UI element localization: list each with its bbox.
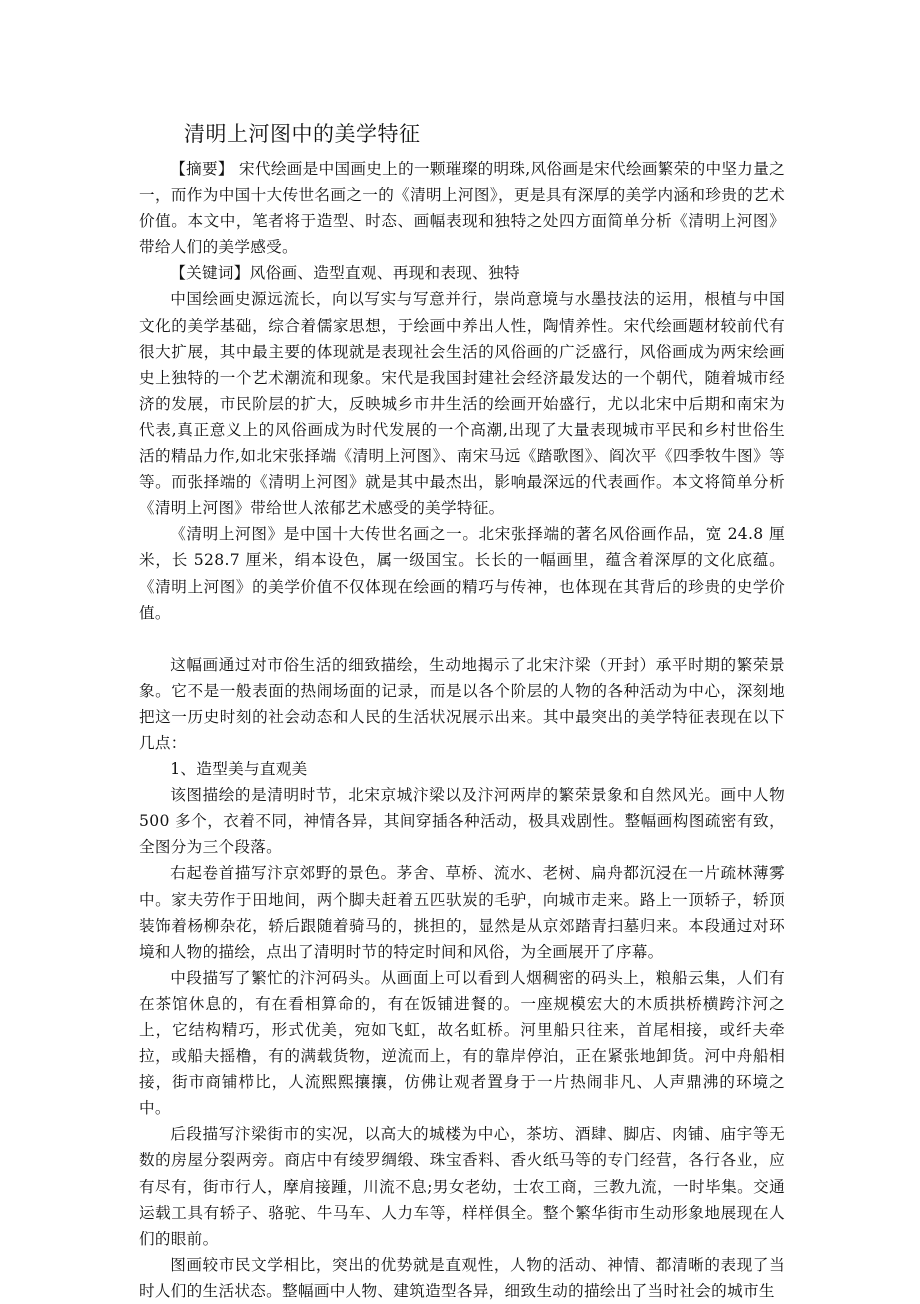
body-paragraph-last-section: 后段描写汴梁街市的实况，以高大的城楼为中心，茶坊、酒肆、脚店、肉铺、庙宇等无数的房屋分裂两旁。商店中有绫罗绸缎、珠宝香料、香火纸马等的专门经营，各行各业，应有尽有，街市行人，摩肩接踵，川流不息;男女老幼，士农工商，三教九流，一时毕集。交通运载工具有轿子、骆驼、牛马车、人力车等，样样俱全。整个繁华街市生动形象地展现在人们的眼前。 [139, 1125, 785, 1248]
keywords-paragraph [139, 260, 785, 286]
body-paragraph-painting-info: 《清明上河图》是中国十大传世名画之一。北宋张择端的著名风俗画作品，宽 24.8 厘米，长 528.7 厘米，绢本设色，属一级国宝。长长的一幅画里，蕴含着深厚的文化底蕴。《清明上河图》的美学价值不仅体现在绘画的精巧与传神，也体现在其背后的珍贵的史学价值。 [139, 525, 785, 622]
keywords-label: 【关键词】 [170, 264, 250, 283]
document-body [139, 156, 785, 1304]
abstract-paragraph [139, 156, 785, 260]
body-paragraph-composition: 该图描绘的是清明时节，北宋京城汴梁以及汴河两岸的繁荣景象和自然风光。画中人物 500 多个，衣着不同，神情各异，其间穿插各种活动，极具戏剧性。整幅画构图疏密有致，全图分为三个段落。 [139, 786, 785, 857]
section-heading-1: 1、造型美与直观美 [170, 760, 308, 779]
body-paragraph-intro: 中国绘画史源远流长，向以写实与写意并行，崇尚意境与水墨技法的运用，根植与中国文化的美学基础，综合着儒家思想，于绘画中养出人性，陶情养性。宋代绘画题材较前代有很大扩展，其中最主要的体现就是表现社会生活的风俗画的广泛盛行，风俗画成为两宋绘画史上独特的一个艺术潮流和现象。宋代是我国封建社会经济最发达的一个朝代，随着城市经济的发展，市民阶层的扩大，反映城乡市井生活的绘画开始盛行，尤以北宋中后期和南宋为代表,真正意义上的风俗画成为时代发展的一个高潮,出现了大量表现城市平民和乡村世俗生活的精品力作,如北宋张择端《清明上河图》、南宋马远《踏歌图》、阎次平《四季牧牛图》等等。而张择端的《清明上河图》就是其中最杰出，影响最深远的代表画作。本文将简单分析《清明上河图》带给世人浓郁艺术感受的美学特征。 [139, 290, 785, 518]
body-paragraph-overview: 这幅画通过对市俗生活的细致描绘，生动地揭示了北宋汴梁（开封）承平时期的繁荣景象。它不是一般表面的热闹场面的记录，而是以各个阶层的人物的各种活动为中心，深刻地把这一历史时刻的社会动态和人民的生活状况展示出来。其中最突出的美学特征表现在以下几点： [139, 655, 785, 752]
document-title: 清明上河图中的美学特征 [184, 122, 421, 146]
body-paragraph-middle-section: 中段描写了繁忙的汴河码头。从画面上可以看到人烟稠密的码头上，粮船云集，人们有在茶馆休息的，有在看相算命的，有在饭铺进餐的。一座规模宏大的木质拱桥横跨汴河之上，它结构精巧，形式优美，宛如飞虹，故名虹桥。河里船只往来，首尾相接，或纤夫牵拉，或船夫摇橹，有的满载货物，逆流而上，有的靠岸停泊，正在紧张地卸货。河中舟船相接，街市商铺栉比，人流熙熙攘攘，仿佛让观者置身于一片热闹非凡、人声鼎沸的环境之中。 [139, 968, 785, 1118]
paragraph-gap [139, 626, 785, 652]
body-paragraph-first-section: 右起卷首描写汴京郊野的景色。茅舍、草桥、流水、老树、扁舟都沉浸在一片疏林薄雾中。家夫劳作于田地间，两个脚夫赶着五匹驮炭的毛驴，向城市走来。路上一顶轿子，轿顶装饰着杨柳杂花，轿后跟随着骑马的，挑担的，显然是从京郊踏青扫墓归来。本段通过对环境和人物的描绘，点出了清明时节的特定时间和风俗，为全画展开了序幕。 [139, 864, 785, 961]
body-paragraph-intuitiveness: 图画较市民文学相比，突出的优势就是直观性，人物的活动、神情、都清晰的表现了当时人们的生活状态。整幅画中人物、建筑造型各异，细致生动的描绘出了当时社会的城市生 [139, 1255, 785, 1300]
abstract-label: 【摘要】 [170, 160, 234, 178]
keywords-text: 风俗画、造型直观、再现和表现、独特 [249, 264, 520, 283]
abstract-text: 宋代绘画是中国画史上的一颗璀璨的明珠,风俗画是宋代绘画繁荣的中坚力量之一，而作为中国十大传世名画之一的《清明上河图》，更是具有深厚的美学内涵和珍贵的艺术价值。本文中，笔者将于造型、时态、画幅表现和独特之处四方面简单分析《清明上河图》带给人们的美学感受。 [139, 160, 785, 257]
